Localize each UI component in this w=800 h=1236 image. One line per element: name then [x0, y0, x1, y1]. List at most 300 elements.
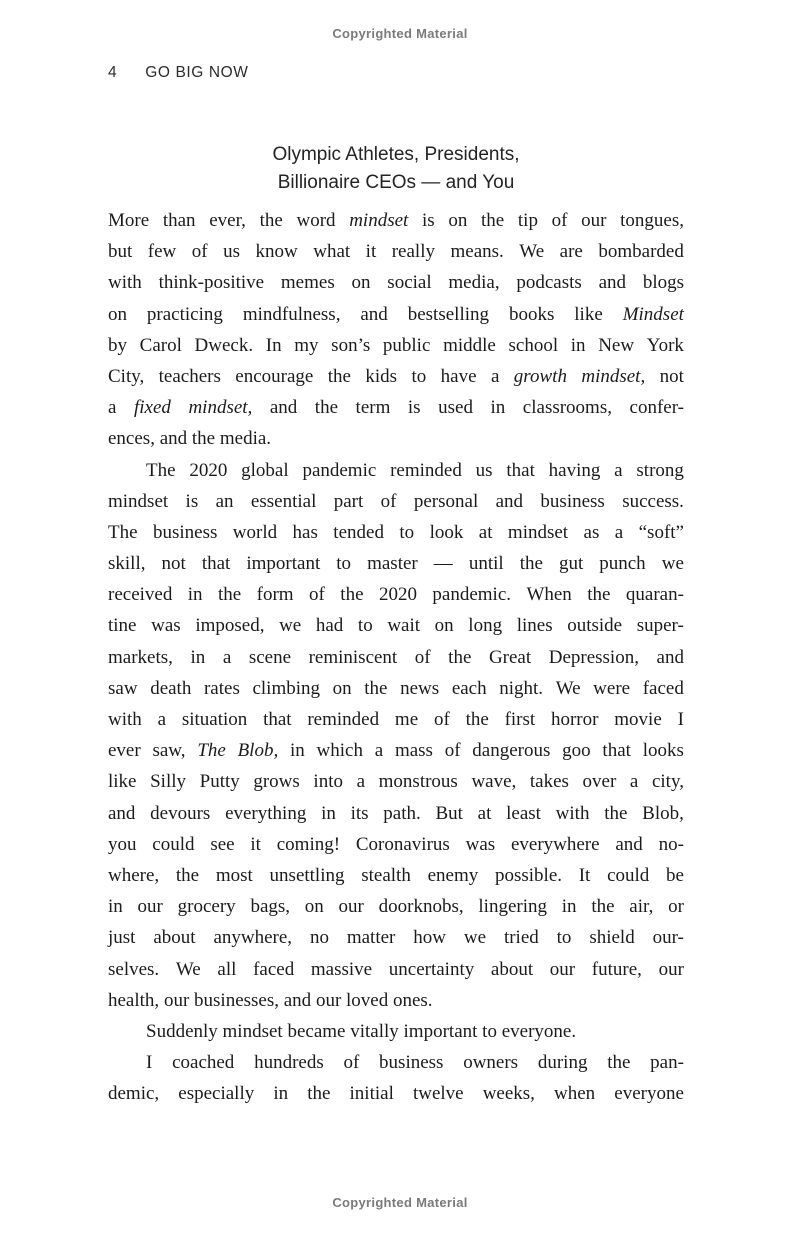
word: has — [292, 521, 318, 543]
word: Mindset — [622, 303, 684, 325]
word: our- — [652, 927, 684, 949]
word: New — [598, 334, 635, 356]
word: and — [269, 397, 298, 419]
word: business — [152, 521, 218, 543]
copyright-notice-top: Copyrighted Material — [332, 26, 468, 41]
word: a — [157, 709, 167, 730]
word: Silly — [150, 771, 187, 793]
text-line — [108, 766, 684, 797]
text-line — [108, 330, 684, 361]
word: confer- — [629, 397, 684, 419]
word: of — [444, 740, 461, 762]
word: memes — [280, 272, 335, 294]
word: mindset — [349, 210, 409, 231]
text-line — [108, 205, 684, 236]
word: uncertainty — [388, 958, 475, 980]
word: of — [380, 490, 397, 512]
text-line — [108, 610, 684, 641]
word: We — [175, 958, 201, 980]
word: massive — [310, 958, 373, 980]
word: owners — [463, 1052, 519, 1074]
text-line — [108, 985, 684, 1016]
word: a — [108, 397, 117, 419]
word: in — [561, 896, 577, 918]
word: an — [215, 490, 234, 512]
word: on — [434, 615, 454, 637]
word: where, — [108, 864, 160, 886]
word: pandemic — [302, 459, 377, 481]
word: The — [146, 459, 176, 481]
word: tended — [333, 521, 384, 543]
word: when — [554, 1083, 596, 1105]
word: of — [551, 210, 568, 231]
word: vitally — [350, 1020, 399, 1042]
word: devours — [150, 802, 211, 824]
text-line — [108, 829, 684, 860]
word: to — [556, 927, 572, 949]
word: unsettling — [269, 864, 345, 886]
word: form — [256, 584, 294, 606]
word: that — [506, 459, 535, 481]
word: death — [150, 677, 192, 699]
word: dangerous — [472, 740, 551, 762]
text-line — [108, 891, 684, 922]
word: on — [304, 896, 324, 918]
word: could — [152, 833, 195, 855]
word: essential — [250, 490, 317, 512]
word: saw, — [152, 740, 186, 762]
word: ever, — [209, 210, 246, 231]
word: the — [191, 428, 216, 450]
word: 2020 — [189, 459, 228, 481]
word: the — [587, 584, 611, 606]
word: books — [508, 303, 555, 325]
word: about — [153, 927, 196, 949]
word: Great — [488, 646, 532, 668]
word: fixed — [133, 397, 171, 419]
word: reminded — [307, 709, 380, 730]
word: — — [433, 553, 453, 575]
chapter-heading — [108, 141, 684, 197]
word: a — [374, 740, 384, 762]
word: business — [540, 490, 605, 512]
word: tine — [108, 615, 137, 637]
word: was — [151, 615, 181, 637]
word: monstrous — [378, 771, 458, 793]
word: mass — [394, 740, 433, 762]
word: that — [201, 553, 231, 575]
word: Putty — [199, 771, 240, 793]
word: in — [273, 1083, 289, 1105]
word: the — [218, 584, 242, 606]
text-line — [108, 673, 684, 704]
word: bombarded — [598, 241, 684, 263]
word: a — [222, 646, 232, 668]
word: of — [414, 646, 431, 668]
word: the — [307, 1083, 331, 1105]
word: horror — [550, 709, 599, 730]
word: demic, — [108, 1083, 160, 1105]
word: quaran- — [625, 584, 684, 606]
word: lines — [516, 615, 553, 637]
text-line — [108, 423, 684, 454]
word: business — [379, 1052, 444, 1074]
word: reminiscent — [308, 646, 398, 668]
word: at — [478, 521, 493, 543]
word: our — [137, 896, 163, 918]
text-line — [108, 1078, 684, 1109]
word: it — [250, 833, 261, 855]
word: see — [210, 833, 235, 855]
word: on — [448, 210, 468, 231]
word: It — [578, 864, 591, 886]
word: is — [421, 210, 435, 231]
word: air, — [629, 896, 654, 918]
word: you — [108, 833, 137, 855]
word: had — [315, 615, 344, 637]
word: situation — [181, 709, 248, 730]
word: and — [598, 272, 627, 294]
word: City, — [108, 365, 145, 387]
word: markets, — [108, 646, 173, 668]
word: part — [333, 490, 364, 512]
word: to — [357, 615, 373, 637]
text-line — [108, 1016, 684, 1047]
word: personal — [413, 490, 479, 512]
word: me — [394, 709, 419, 730]
word: middle — [443, 334, 496, 356]
word: by — [108, 334, 127, 356]
word: of — [309, 584, 325, 606]
word: term — [355, 397, 391, 419]
word: doorknobs, — [378, 896, 464, 918]
word: possible. — [494, 864, 562, 886]
word: to — [336, 553, 352, 575]
word: few — [147, 241, 177, 263]
word: is — [185, 490, 199, 512]
word: just — [108, 927, 136, 949]
word: matter — [346, 927, 396, 949]
word: no — [309, 927, 329, 949]
word: having — [548, 459, 601, 481]
word: but — [108, 241, 133, 263]
word: practicing — [146, 303, 223, 325]
word: The — [108, 521, 138, 543]
word: social — [387, 272, 432, 294]
word: with — [108, 709, 142, 730]
running-header — [108, 64, 249, 82]
text-line — [108, 267, 684, 298]
word: everything — [225, 802, 307, 824]
word: and — [283, 989, 312, 1011]
text-line — [108, 798, 684, 829]
word: on — [332, 677, 352, 699]
word: important — [246, 553, 321, 575]
word: classrooms, — [522, 397, 612, 419]
word: we — [661, 553, 684, 575]
word: teachers — [158, 365, 221, 387]
word: and — [656, 646, 684, 668]
word: media, — [448, 272, 500, 294]
word: pan- — [650, 1052, 684, 1074]
text-line — [108, 922, 684, 953]
word: to — [482, 1020, 497, 1042]
word: anywhere, — [213, 927, 293, 949]
word: looks — [642, 740, 684, 762]
word: we — [463, 927, 487, 949]
word: and — [159, 428, 188, 450]
word: a — [614, 521, 624, 543]
word: all — [217, 958, 237, 980]
text-line — [108, 236, 684, 267]
word: night. — [499, 677, 544, 699]
word: ences, — [108, 428, 155, 450]
word: the — [259, 210, 283, 231]
word: the — [327, 365, 351, 387]
word: really — [391, 241, 435, 263]
word: Depression, — [548, 646, 639, 668]
word: in — [289, 740, 305, 762]
page-number: 4 — [108, 64, 118, 81]
word: bags, — [250, 896, 291, 918]
text-line — [108, 361, 684, 392]
word: important — [403, 1020, 478, 1042]
text-line — [108, 392, 684, 423]
word: But — [435, 802, 463, 824]
word: or — [668, 896, 684, 918]
chapter-heading-line-2: Billionaire CEOs — and You — [277, 172, 515, 193]
word: I — [677, 709, 684, 730]
word: became — [287, 1020, 346, 1042]
text-line — [108, 579, 684, 610]
text-line — [108, 517, 684, 548]
word: in — [490, 397, 506, 419]
word: the — [340, 584, 364, 606]
word: with — [108, 272, 142, 294]
word: hundreds — [254, 1052, 324, 1074]
word: to — [411, 365, 427, 387]
word: mindfulness, — [242, 303, 341, 325]
word: world — [232, 521, 278, 543]
word: what — [313, 241, 351, 263]
word: businesses, — [194, 989, 279, 1011]
word: each — [451, 677, 487, 699]
word: in — [570, 334, 586, 356]
word: on — [108, 303, 127, 325]
word: health, — [108, 989, 160, 1011]
word: success. — [622, 490, 684, 512]
word: coming! — [276, 833, 341, 855]
word: strong — [636, 459, 684, 481]
text-line — [108, 954, 684, 985]
word: with — [555, 802, 590, 824]
word: the — [364, 677, 388, 699]
word: the — [448, 646, 472, 668]
word: lingering — [478, 896, 547, 918]
word: our — [338, 896, 364, 918]
word: were — [593, 677, 631, 699]
word: In — [265, 334, 282, 356]
word: is — [407, 397, 421, 419]
word: about — [490, 958, 534, 980]
word: us — [223, 241, 240, 263]
word: and — [108, 802, 136, 824]
word: it — [365, 241, 377, 263]
word: reminded — [390, 459, 462, 481]
word: into — [313, 771, 343, 793]
word: especially — [178, 1083, 255, 1105]
word: punch — [599, 553, 646, 575]
text-line — [108, 704, 684, 735]
word: the — [607, 1052, 631, 1074]
word: skill, — [108, 553, 146, 575]
word: a — [356, 771, 366, 793]
word: growth — [513, 365, 567, 387]
word: the — [314, 397, 339, 419]
word: used — [438, 397, 473, 419]
word: everyone. — [501, 1020, 577, 1042]
text-line — [108, 486, 684, 517]
word: tongues, — [620, 210, 684, 231]
word: in — [321, 802, 336, 824]
word: least — [506, 802, 541, 824]
word: and — [615, 833, 643, 855]
word: enemy — [427, 864, 479, 886]
word: are — [559, 241, 583, 263]
word: future, — [591, 958, 642, 980]
word: our — [163, 989, 190, 1011]
word: means. — [450, 241, 504, 263]
word: blogs — [642, 272, 684, 294]
word: than — [162, 210, 196, 231]
text-line — [108, 642, 684, 673]
word: most — [215, 864, 253, 886]
word: climbing — [252, 677, 321, 699]
text-line — [108, 735, 684, 766]
word: its — [350, 802, 369, 824]
word: at — [477, 802, 492, 824]
chapter-heading-line-1: Olympic Athletes, Presidents, — [272, 144, 520, 165]
word: Blob, — [237, 740, 279, 762]
word: mindset — [108, 490, 169, 512]
word: imposed, — [195, 615, 265, 637]
word: over — [582, 771, 617, 793]
word: stealth — [361, 864, 411, 886]
word: movie — [614, 709, 662, 730]
word: in — [190, 646, 206, 668]
word: of — [433, 709, 450, 730]
word: first — [504, 709, 536, 730]
word: the — [465, 709, 489, 730]
word: how — [413, 927, 446, 949]
word: mindset, — [581, 365, 646, 387]
word: kids — [365, 365, 398, 387]
word: look — [429, 521, 464, 543]
word: Dweck. — [194, 334, 254, 356]
word: received — [108, 584, 173, 606]
word: no- — [658, 833, 684, 855]
copyright-notice-bottom: Copyrighted Material — [332, 1195, 468, 1210]
word: and — [495, 490, 524, 512]
word: super- — [636, 615, 684, 637]
word: city, — [651, 771, 684, 793]
word: tip — [517, 210, 538, 231]
word: “soft” — [638, 521, 684, 543]
word: everyone — [614, 1083, 684, 1105]
word: the — [175, 864, 200, 886]
word: We — [519, 241, 545, 263]
word: word — [296, 210, 336, 231]
word: our — [581, 210, 607, 231]
word: faced — [253, 958, 295, 980]
word: long — [468, 615, 503, 637]
word: news — [400, 677, 440, 699]
word: Carol — [139, 334, 182, 356]
word: ever — [108, 740, 141, 762]
word: rates — [203, 677, 240, 699]
word: not — [161, 553, 186, 575]
text-line — [108, 548, 684, 579]
word: takes — [529, 771, 569, 793]
word: in — [108, 896, 123, 918]
word: our — [549, 958, 576, 980]
word: that — [602, 740, 631, 762]
word: wave, — [471, 771, 517, 793]
word: path. — [383, 802, 421, 824]
word: saw — [108, 677, 138, 699]
word: mindset — [507, 521, 569, 543]
word: the — [481, 210, 505, 231]
word: until — [468, 553, 504, 575]
word: initial — [349, 1083, 394, 1105]
word: ones. — [392, 989, 433, 1011]
word: Coronavirus — [355, 833, 450, 855]
word: pandemic. — [432, 584, 511, 606]
word: we — [279, 615, 302, 637]
word: son’s — [331, 334, 371, 356]
word: grocery — [177, 896, 236, 918]
word: the — [519, 553, 543, 575]
word: and — [360, 303, 388, 325]
word: us — [475, 459, 493, 481]
word: the — [604, 802, 628, 824]
word: a — [490, 365, 500, 387]
word: know — [255, 241, 298, 263]
word: bestselling — [407, 303, 490, 325]
word: When — [526, 584, 572, 606]
word: selves. — [108, 958, 160, 980]
word: the — [591, 896, 615, 918]
word: which — [316, 740, 363, 762]
word: our — [658, 958, 684, 980]
word: Blob, — [642, 802, 684, 824]
word: be — [666, 864, 684, 886]
word: think-positive — [158, 272, 265, 294]
word: I — [146, 1052, 153, 1074]
word: mindset, — [188, 397, 253, 419]
word: outside — [567, 615, 623, 637]
word: as — [583, 521, 600, 543]
word: York — [646, 334, 684, 356]
word: during — [537, 1052, 588, 1074]
word: Suddenly — [146, 1020, 218, 1042]
word: could — [607, 864, 650, 886]
word: scene — [248, 646, 292, 668]
word: tried — [503, 927, 539, 949]
text-line — [108, 860, 684, 891]
word: gut — [558, 553, 584, 575]
word: grows — [253, 771, 300, 793]
